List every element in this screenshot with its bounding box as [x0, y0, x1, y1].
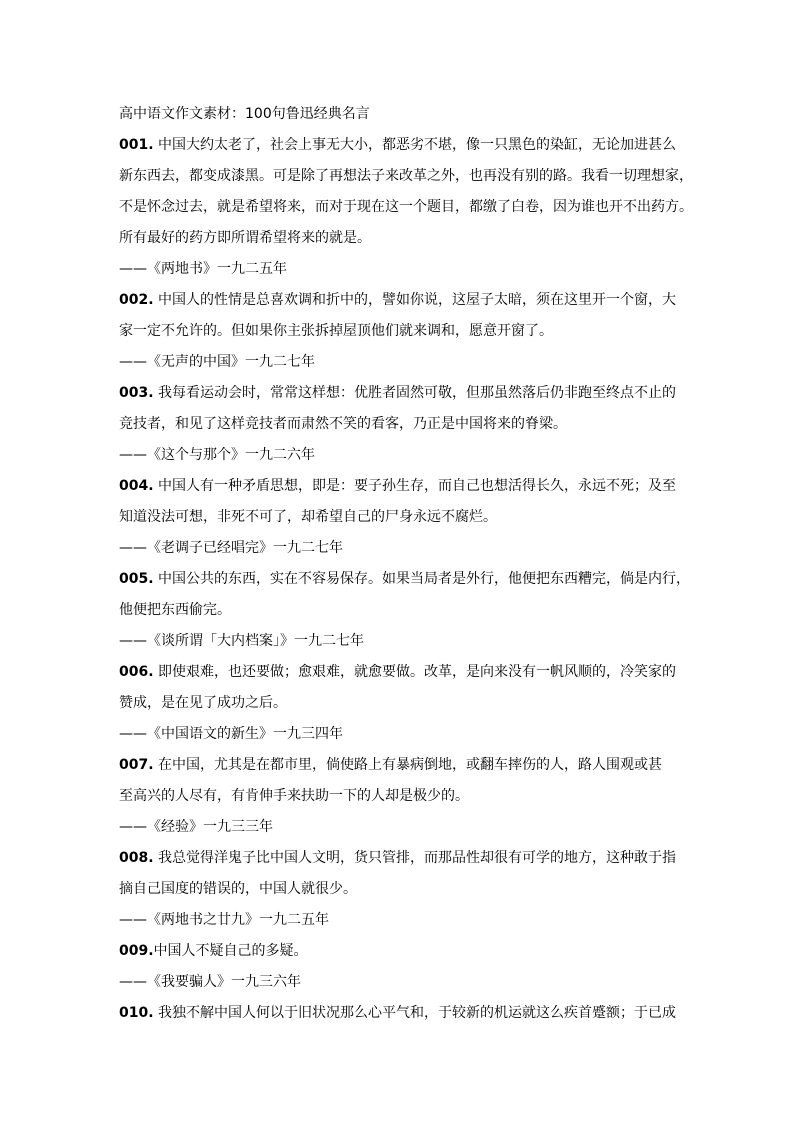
- quote-number: 003.: [119, 385, 154, 401]
- quote-text: 即使艰难，也还要做；愈艰难，就愈要做。改革，是向来没有一帆风顺的，冷笑家的: [153, 664, 676, 680]
- quote-line: [119, 471, 689, 502]
- quote-text: 在中国，尤其是在都市里，倘使路上有暴病倒地，或翻车摔伤的人，路人围观或甚: [153, 757, 662, 773]
- quote-entry: [119, 936, 689, 998]
- quote-source: ——《无声的中国》一九二七年: [119, 354, 315, 370]
- quote-number: 007.: [119, 757, 154, 773]
- quote-line: [119, 936, 689, 967]
- quote-text: 竞技者，和见了这样竞技者而肃然不笑的看客，乃正是中国将来的脊梁。: [119, 416, 567, 432]
- quote-line: [119, 285, 689, 316]
- quote-text: 摘自己国度的错误的，中国人就很少。: [119, 881, 357, 897]
- document-body: [119, 99, 693, 1029]
- quote-line: [119, 161, 693, 192]
- document-title: 高中语文作文素材：100句鲁迅经典名言: [119, 106, 370, 122]
- quote-source: ——《老调子已经唱完》一九二七年: [119, 540, 343, 556]
- quote-line: [119, 657, 689, 688]
- quote-entry: [119, 564, 689, 657]
- quote-number: 009.: [119, 943, 154, 959]
- quote-text: 中国人有一种矛盾思想，即是：要子孙生存，而自己也想活得长久，永远不死；及至: [153, 478, 676, 494]
- quote-list: [119, 130, 693, 1029]
- quote-line: [119, 998, 689, 1029]
- quote-text: 所有最好的药方即所谓希望将来的就是。: [119, 230, 371, 246]
- quote-line: [119, 688, 689, 719]
- quote-text: 我总觉得洋鬼子比中国人文明，货只管排，而那品性却很有可学的地方，这种敢于指: [153, 850, 676, 866]
- quote-number: 005.: [119, 571, 154, 587]
- quote-number: 001.: [119, 137, 154, 153]
- quote-line: [119, 502, 689, 533]
- quote-text: 我每看运动会时，常常这样想：优胜者固然可敬，但那虽然落后仍非跑至终点不止的: [153, 385, 676, 401]
- quote-source: ——《这个与那个》一九二六年: [119, 447, 315, 463]
- quote-entry: [119, 998, 689, 1029]
- quote-line: [119, 192, 693, 223]
- quote-line: [119, 874, 689, 905]
- quote-line: [119, 750, 689, 781]
- quote-line: [119, 781, 689, 812]
- quote-text: 他便把东西偷完。: [119, 602, 231, 618]
- quote-text: 中国大约太老了，社会上事无大小，都恶劣不堪，像一只黑色的染缸，无论加进甚么: [153, 137, 676, 153]
- quote-line: [119, 316, 689, 347]
- quote-text: 中国公共的东西，实在不容易保存。如果当局者是外行，他便把东西糟完，倘是内行，: [153, 571, 690, 587]
- quote-number: 002.: [119, 292, 154, 308]
- quote-number: 006.: [119, 664, 154, 680]
- quote-entry: [119, 843, 689, 936]
- quote-entry: [119, 471, 689, 564]
- quote-entry: [119, 657, 689, 750]
- quote-line: [119, 378, 689, 409]
- quote-source: ——《两地书之廿九》一九二五年: [119, 912, 329, 928]
- quote-text: 新东西去，都变成漆黑。可是除了再想法子来改革之外，也再没有别的路。我看一切理想家，: [119, 168, 693, 184]
- quote-source: ——《我要骗人》一九三六年: [119, 974, 301, 990]
- quote-line: [119, 595, 689, 626]
- quote-text: 家一定不允许的。但如果你主张拆掉屋顶他们就来调和，愿意开窗了。: [119, 323, 553, 339]
- quote-text: 我独不解中国人何以于旧状况那么心平气和，于较新的机运就这么疾首蹙额；于已成: [153, 1005, 676, 1021]
- quote-line: [119, 409, 689, 440]
- quote-text: 中国人不疑自己的多疑。: [153, 943, 308, 959]
- quote-text: 不是怀念过去，就是希望将来，而对于现在这一个题目，都缴了白卷，因为谁也开不出药方。: [119, 199, 693, 215]
- quote-line: [119, 223, 689, 254]
- quote-number: 008.: [119, 850, 154, 866]
- quote-text: 至高兴的人尽有，有肯伸手来扶助一下的人却是极少的。: [119, 788, 469, 804]
- quote-entry: [119, 130, 693, 285]
- quote-number: 010.: [119, 1005, 154, 1021]
- quote-source: ——《两地书》一九二五年: [119, 261, 287, 277]
- quote-entry: [119, 750, 689, 843]
- quote-number: 004.: [119, 478, 154, 494]
- quote-line: [119, 564, 689, 595]
- quote-text: 赞成，是在见了成功之后。: [119, 695, 287, 711]
- quote-source: ——《经验》一九三三年: [119, 819, 273, 835]
- quote-text: 中国人的性情是总喜欢调和折中的，譬如你说，这屋子太暗，须在这里开一个窗，大: [153, 292, 676, 308]
- quote-entry: [119, 285, 689, 378]
- quote-line: [119, 130, 689, 161]
- quote-source: ——《谈所谓「大内档案」》一九二七年: [119, 633, 364, 649]
- quote-line: [119, 843, 689, 874]
- quote-text: 知道没法可想，非死不可了，却希望自己的尸身永远不腐烂。: [119, 509, 497, 525]
- quote-source: ——《中国语文的新生》一九三四年: [119, 726, 343, 742]
- quote-entry: [119, 378, 689, 471]
